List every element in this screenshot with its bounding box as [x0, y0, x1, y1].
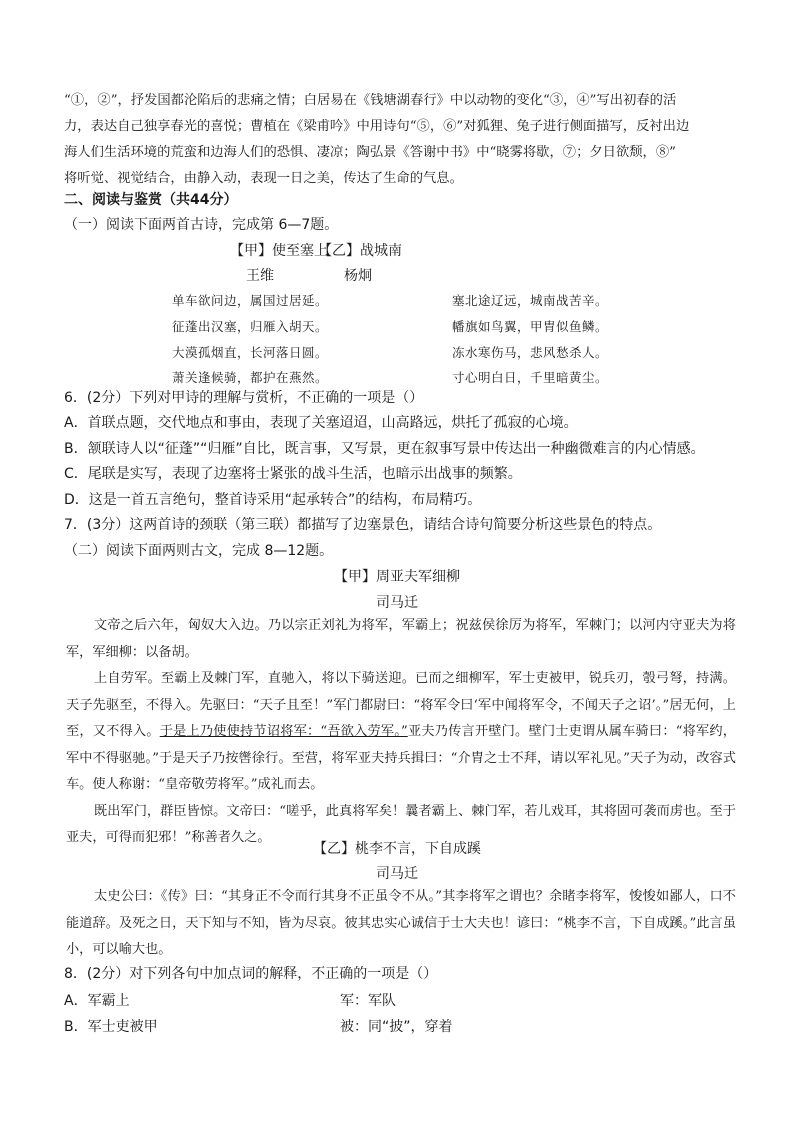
question-6-option-a: A．首联点题，交代地点和事由，表现了关塞迢迢，山高路远，烘托了孤寂的心境。: [64, 415, 578, 431]
section-heading: 二、阅读与鉴赏（共44分）: [64, 192, 238, 208]
part1-instruction: （一）阅读下面两首古诗，完成第 6—7题。: [64, 217, 339, 233]
fill-in-line-3: 海人们生活环境的荒蛮和边海人们的恐惧、凄凉；陶弘景《答谢中书》中“晓雾将歇，⑦；夕日欲颓，⑧”: [64, 145, 676, 160]
poem-b-author: 杨炯: [344, 268, 372, 284]
text-b-title: 【乙】桃李不言，下自成蹊: [313, 841, 481, 857]
poem-a-line: 单车欲问边，属国过居延。: [172, 293, 329, 308]
poem-b-line: 冻水寒伤马，悲风愁杀人。: [452, 345, 609, 360]
text-a-title: 【甲】周亚夫军细柳: [334, 569, 460, 585]
text-b-body: [66, 884, 736, 964]
text-a-p2-part-2: 亚夫乃传言开壁门。壁门士吏谓从属车骑曰：“将军约，军中不得驱驰。”于是天子乃按辔徐行。至营，将军亚夫持兵揖曰：“介胄之士不拜，请以军礼见。”天子为动，改容式车。使人称谢：“皇帝敬劳将军。”成礼而去。: [66, 724, 736, 792]
text-a-paragraph-2: [66, 666, 736, 799]
text-a-paragraph-3: 既出军门，群臣皆惊。文帝曰：“嗟乎，此真将军矣！曩者霸上、棘门军，若儿戏耳，其将固可袭而虏也。至于亚夫，可得而犯邪！”称善者久之。: [66, 803, 736, 845]
poem-a-title: 【甲】使至塞上: [230, 243, 328, 259]
poem-b-title: 【乙】战城南: [318, 243, 402, 259]
poem-a-line: 大漠孤烟直，长河落日圆。: [172, 345, 329, 360]
text-a-p2-part-1: 上自劳军。至霸上及棘门军，直驰入，将以下骑送迎。已而之细柳军，军士吏被甲，锐兵刃，彀弓弩，持满。天子先驱至，不得入。先驱曰：“天子且至！”军门都尉曰：“将军令曰‘军中闻将军令，不闻天子之诏’。”居无何，上至，又不得入。: [66, 671, 736, 739]
text-a-paragraph-1: 文帝之后六年，匈奴大入边。乃以宗正刘礼为将军，军霸上；祝兹侯徐厉为将军，军棘门；以河内守亚夫为将军，军细柳：以备胡。: [66, 618, 736, 660]
text-b-author: 司马迁: [376, 866, 418, 882]
fill-in-line-4: 将听觉、视觉结合，由静入动，表现一日之美，传达了生命的气息。: [64, 171, 463, 186]
poem-a-author: 王维: [246, 268, 274, 284]
question-8-option-a-sentence: A．军霸上: [64, 993, 130, 1009]
fill-in-line-1: “①，②”，抒发国都沦陷后的悲痛之情；白居易在《钱塘湖春行》中以动物的变化“③，④”写出初春的活: [64, 93, 677, 108]
poem-b-line: 幡旗如鸟翼，甲胄似鱼鳞。: [452, 319, 609, 334]
poem-b-line: 塞北途辽远，城南战苦辛。: [452, 293, 609, 308]
poem-b-line: 寸心明白日，千里暗黄尘。: [452, 370, 609, 385]
question-6-option-d: D．这是一首五言绝句，整首诗采用“起承转合”的结构，布局精巧。: [64, 492, 482, 508]
question-6-stem: 6．(2分）下列对甲诗的理解与赏析，不正确的一项是（）: [64, 390, 424, 406]
part2-instruction: （二）阅读下面两则古文，完成 8—12题。: [64, 543, 334, 559]
question-6-option-b: B．颔联诗人以“征蓬”“归雁”自比，既言事，又写景，更在叙事写景中传达出一种幽微难言的内心情感。: [64, 441, 705, 457]
question-6-option-c: C．尾联是实写，表现了边塞将士紧张的战斗生活，也暗示出战事的频繁。: [64, 466, 522, 482]
fill-in-paragraph: [64, 88, 734, 192]
text-a-author: 司马迁: [376, 595, 418, 611]
text-a-body: [66, 613, 736, 852]
underlined-sentence: 于是上乃使使持节诏将军：“吾欲入劳军。”: [159, 724, 408, 739]
poem-a-line: 萧关逢候骑，都护在燕然。: [172, 370, 329, 385]
poem-a-line: 征蓬出汉塞，归雁入胡天。: [172, 319, 329, 334]
fill-in-line-2: 力，表达自己独享春光的喜悦；曹植在《梁甫吟》中用诗句“⑤，⑥”对狐狸、兔子进行侧面描写，反衬出边: [64, 119, 690, 134]
text-b-paragraph-1: 太史公曰：《传》曰：“其身正不令而行其身不正虽令不从。”其李将军之谓也？余睹李将军，悛悛如鄙人，口不能道辞。及死之日，天下知与不知，皆为尽哀。彼其忠实心诚信于士大夫也！谚曰：“桃李不言，下自成蹊。”此言虽小，可以喻大也。: [66, 889, 736, 957]
question-8-option-b-sentence: B．军士吏被甲: [64, 1019, 158, 1035]
question-7-stem: 7．(3分）这两首诗的颈联（第三联）都描写了边塞景色，请结合诗句简要分析这些景色的特点。: [64, 517, 662, 533]
question-8-stem: 8．(2分）对下列各句中加点词的解释，不正确的一项是（）: [64, 966, 438, 982]
question-8-option-b-gloss: 被：同“披”，穿着: [340, 1019, 453, 1035]
question-8-option-a-gloss: 军：军队: [340, 993, 396, 1009]
